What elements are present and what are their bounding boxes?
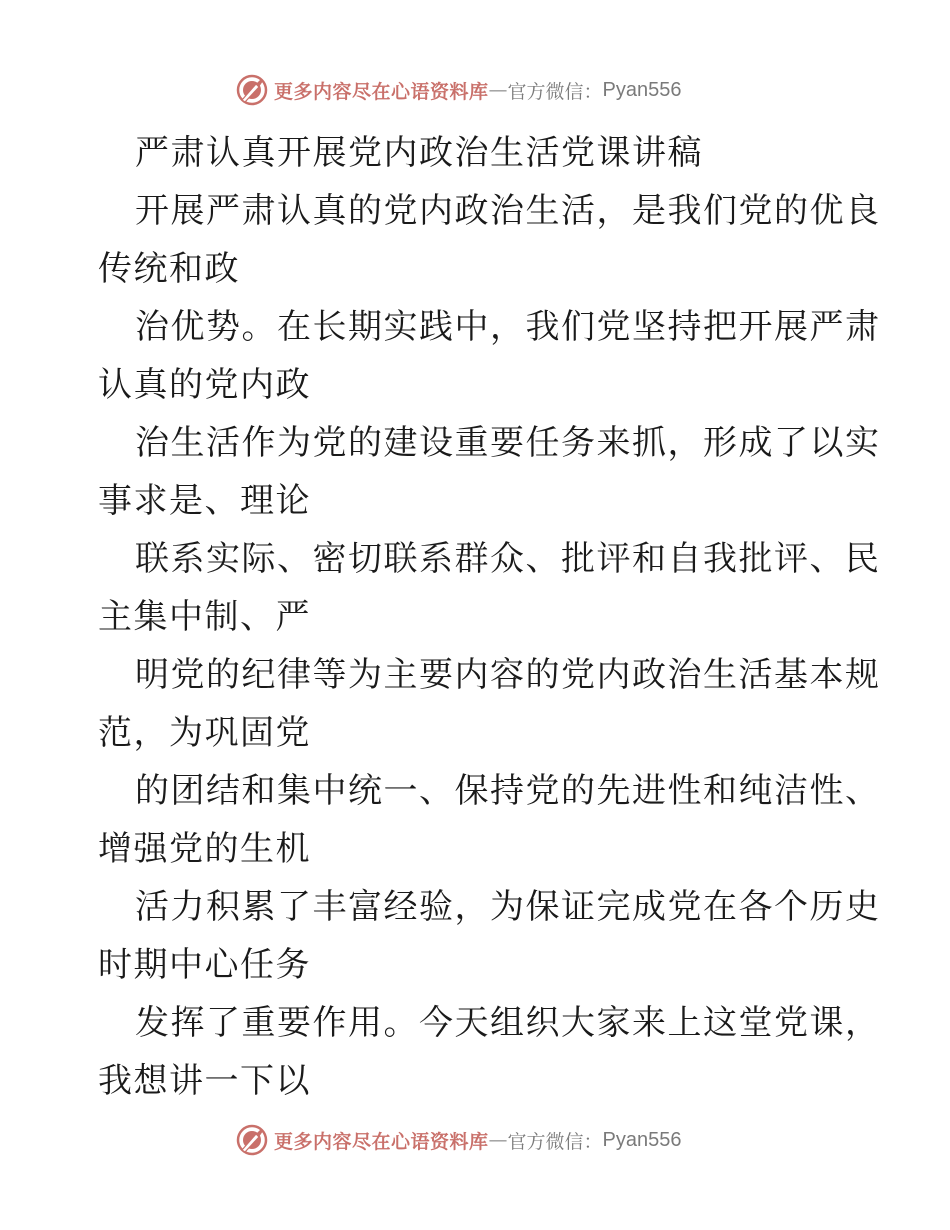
- paragraph-line: 活力积累了丰富经验，为保证完成党在各个历史: [135, 887, 881, 927]
- paragraph-line: 事求是、理论: [98, 481, 311, 521]
- paragraph-line: 的团结和集中统一、保持党的先进性和纯洁性、: [135, 771, 881, 811]
- banner-wechat-id: Pyan556: [602, 78, 682, 101]
- paragraph-line: 治生活作为党的建设重要任务来抓，形成了以实: [135, 423, 881, 463]
- banner-main-text: 更多内容尽在心语资料库: [274, 80, 489, 103]
- document-title: 严肃认真开展党内政治生活党课讲稿: [135, 133, 703, 173]
- banner-wechat-id: Pyan556: [602, 1128, 682, 1151]
- paragraph-line: 明党的纪律等为主要内容的党内政治生活基本规: [135, 655, 881, 695]
- banner-separator: —: [488, 79, 508, 101]
- paragraph-line: 治优势。在长期实践中，我们党坚持把开展严肃: [135, 307, 881, 347]
- paragraph-line: 开展严肃认真的党内政治生活，是我们党的优良: [135, 191, 881, 231]
- banner-main-text: 更多内容尽在心语资料库: [274, 1130, 489, 1153]
- paragraph-line: 联系实际、密切联系群众、批评和自我批评、民: [135, 539, 881, 579]
- pen-logo-icon: [236, 74, 268, 106]
- footer-banner: [236, 1123, 682, 1157]
- paragraph-line: 范，为巩固党: [98, 713, 311, 753]
- paragraph-line: 主集中制、严: [98, 597, 311, 637]
- paragraph-line: 增强党的生机: [98, 829, 311, 869]
- paragraph-line: 认真的党内政: [98, 365, 311, 405]
- paragraph-line: 时期中心任务: [98, 945, 311, 985]
- document-body: [98, 124, 881, 1110]
- paragraph-line: 我想讲一下以: [98, 1061, 311, 1101]
- header-banner: [236, 73, 682, 107]
- banner-wechat-label: 官方微信：: [507, 80, 603, 103]
- banner-separator: —: [488, 1129, 508, 1151]
- paragraph-line: 传统和政: [98, 249, 240, 289]
- banner-wechat-label: 官方微信：: [507, 1130, 603, 1153]
- pen-logo-icon: [236, 1124, 268, 1156]
- paragraph-line: 发挥了重要作用。今天组织大家来上这堂党课，: [135, 1003, 881, 1043]
